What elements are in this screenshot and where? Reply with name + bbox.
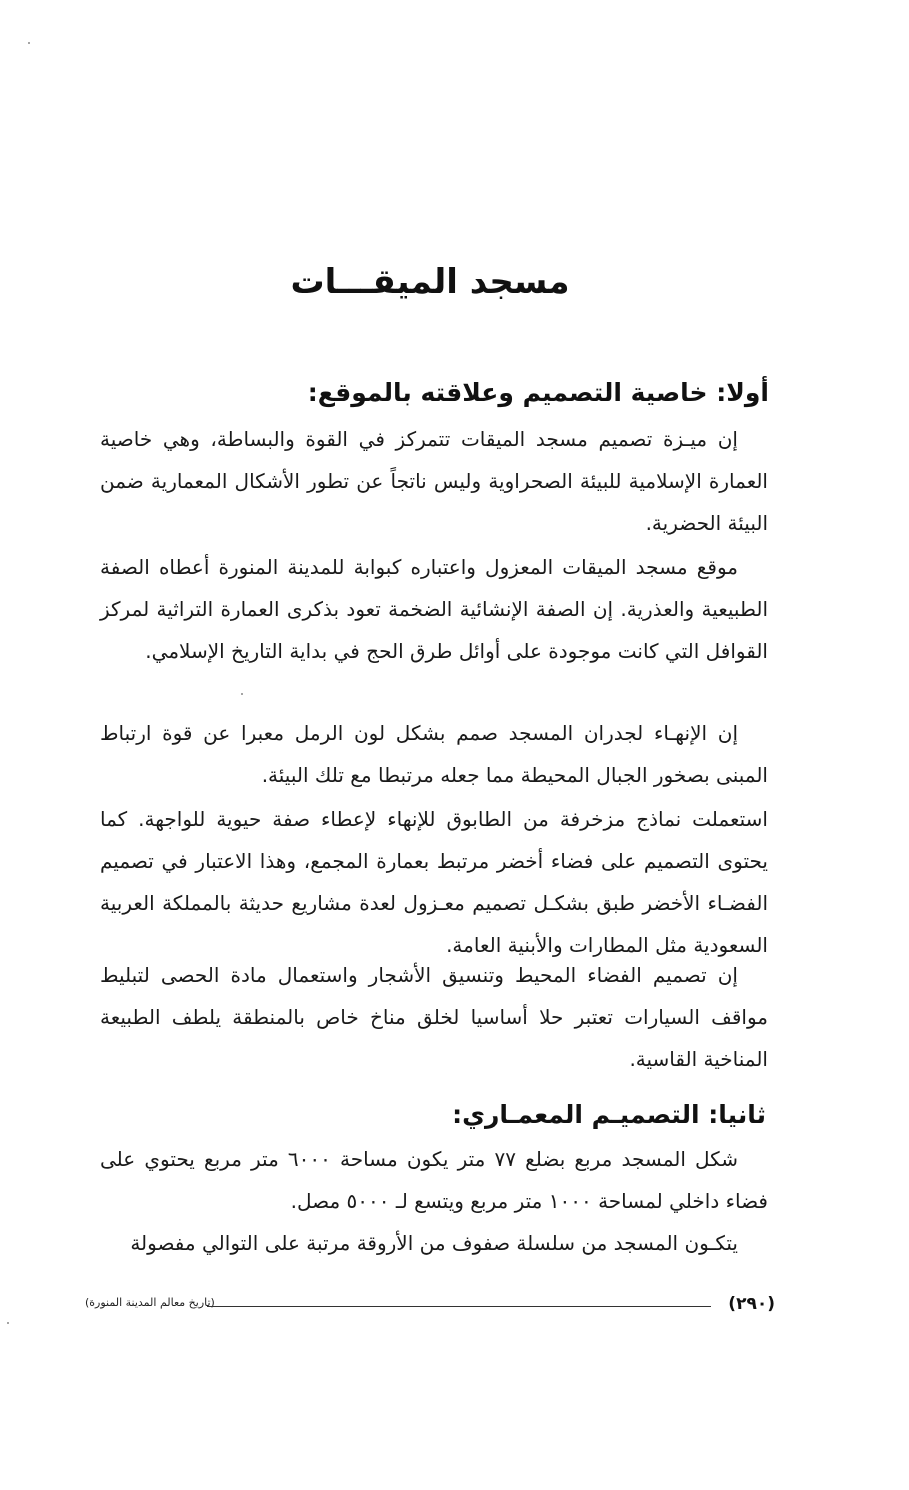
paragraph: إن تصميم الفضاء المحيط وتنسيق الأشجار واستعمال مادة الحصى لتبليط مواقف السيارات تعتبر حلا أساسيا لخلق مناخ خاص بالمنطقة يلطف الطبيعة المناخية القاسية.: [100, 963, 768, 1071]
paragraph: يتكـون المسجد من سلسلة صفوف من الأروقة مرتبة على التوالي مفصولة: [130, 1231, 738, 1255]
page-number: (٢٩٠): [728, 1294, 775, 1314]
paragraph: استعملت نماذج مزخرفة من الطابوق للإنهاء لإعطاء صفة حيوية للواجهة. كما يحتوى التصميم على فضاء أخضر مرتبط بعمارة المجمع، وهذا الاعتبار في تصميم الفضـاء الأخضر طبق بشكـل تصميم معـزول لعدة مشاريع حديثة بالمملكة العربية السعودية مثل المطارات والأبنية العامة.: [100, 807, 768, 957]
page-title: مسجد الميقـــات: [290, 262, 570, 302]
section-heading-design-and-site: أولا: خاصية التصميم وعلاقته بالموقع:: [307, 378, 769, 407]
scan-speck: [28, 42, 30, 44]
footer-book-title: (تاريخ معالم المدينة المنورة): [85, 1296, 215, 1309]
paragraph: إن ميـزة تصميم مسجد الميقات تتمركز في القوة والبساطة، وهي خاصية العمارة الإسلامية للبيئة الصحراوية وليس ناتجاً عن تطور الأشكال المعمارية ضمن البيئة الحضرية.: [100, 427, 768, 535]
scan-speck: [241, 693, 243, 695]
page-footer: [85, 1294, 775, 1318]
paragraph: موقع مسجد الميقات المعزول واعتباره كبوابة للمدينة المنورة أعطاه الصفة الطبيعية والعذرية. إن الصفة الإنشائية الضخمة تعود بذكرى العمارة التراثية لمركز القوافل التي كانت موجودة على أوائل طرق الحج في بداية التاريخ الإسلامي.: [100, 555, 768, 663]
footer-rule: [207, 1306, 711, 1307]
section-heading-architectural-design: ثانيا: التصميـم المعمـاري:: [452, 1100, 766, 1129]
paragraph: إن الإنهـاء لجدران المسجد صمم بشكل لون الرمل معبرا عن قوة ارتباط المبنى بصخور الجبال المحيطة مما جعله مرتبطا مع تلك البيئة.: [100, 721, 768, 787]
scan-speck: [7, 1322, 9, 1324]
paragraph: شكل المسجد مربع بضلع ٧٧ متر يكون مساحة ٦٠٠٠ متر مربع يحتوي على فضاء داخلي لمساحة ١٠٠٠ متر مربع ويتسع لـ ٥٠٠٠ مصل.: [100, 1147, 768, 1213]
